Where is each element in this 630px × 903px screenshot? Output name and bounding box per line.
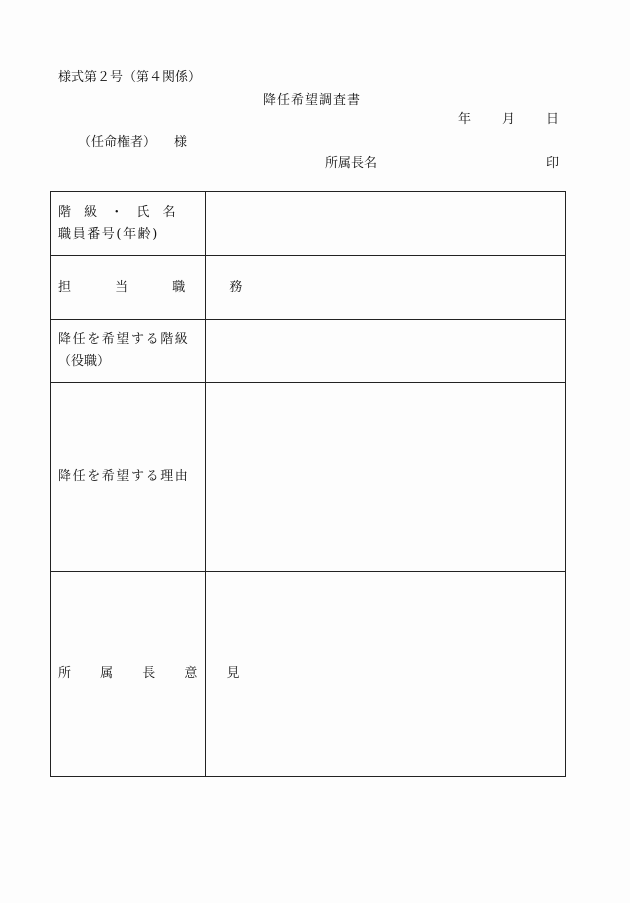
- employee-number-age-label: 職員番号(年齢): [58, 226, 159, 242]
- date-month-label: 月: [502, 112, 516, 127]
- table-row: [51, 256, 566, 320]
- desired-rank-label: 降任を希望する階級: [58, 332, 190, 347]
- department-head-name-label: 所属長名: [325, 156, 378, 171]
- desired-rank-field[interactable]: [206, 320, 566, 383]
- demotion-reason-label: 降任を希望する理由: [58, 469, 190, 484]
- seal-mark: 印: [546, 156, 560, 171]
- document-title: 降任希望調査書: [263, 93, 362, 108]
- desired-position-label: （役職）: [58, 354, 111, 369]
- dept-head-opinion-label: 所 属 長 意 見: [58, 666, 253, 681]
- date-day-label: 日: [546, 112, 560, 127]
- date-year-label: 年: [458, 112, 472, 127]
- form-number: 様式第２号（第４関係）: [58, 70, 202, 85]
- demotion-reason-field[interactable]: [206, 383, 566, 572]
- survey-form-table: [50, 191, 566, 777]
- duties-label: 担 当 職 務: [58, 279, 263, 295]
- duties-label-cell: [51, 256, 263, 320]
- appointer-honorific: 様: [174, 135, 188, 150]
- dept-head-opinion-field[interactable]: [206, 572, 566, 777]
- dept-head-opinion-label-cell: [51, 572, 253, 777]
- rank-name-field[interactable]: [206, 192, 566, 256]
- desired-rank-label-cell: [51, 320, 206, 383]
- rank-name-label: 階 級 ・ 氏 名: [58, 204, 181, 220]
- appointer-label: （任命権者）: [78, 135, 157, 150]
- table-row: [51, 192, 566, 256]
- table-row: [51, 320, 566, 383]
- table-row: [51, 572, 566, 777]
- rank-name-label-cell: [51, 192, 206, 256]
- demotion-reason-label-cell: [51, 383, 206, 572]
- table-row: [51, 383, 566, 572]
